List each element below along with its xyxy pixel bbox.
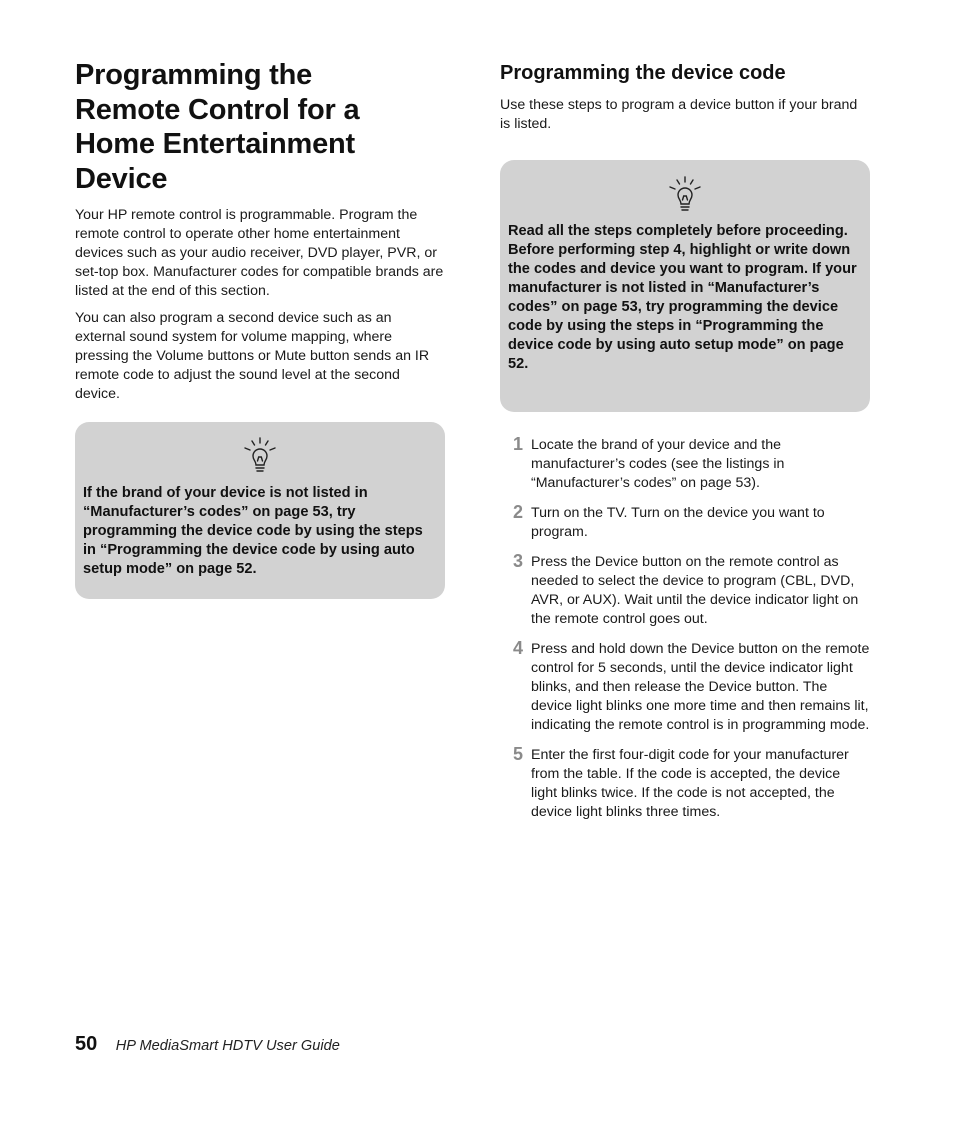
tip-box-left	[75, 422, 445, 599]
step-number: 2	[513, 502, 524, 522]
step-number: 3	[513, 551, 524, 571]
step-item	[500, 436, 870, 493]
page-title	[75, 58, 445, 196]
step-text: Enter the first four-digit code for your manufacturer from the table. If the code is accepted, the device light blinks twice. If the code is not accepted, the device light blinks three times.	[531, 747, 849, 820]
step-item	[500, 553, 870, 629]
page-footer	[75, 1033, 340, 1056]
step-item	[500, 504, 870, 542]
step-text: Press and hold down the Device button on the remote control for 5 seconds, until the device indicator light blinks, and then release the Device button. The device light blinks one more time and then remains lit, indicating the remote control is in programming mode.	[531, 641, 870, 733]
right-column	[500, 58, 870, 134]
tip-text: If the brand of your device is not listed in “Manufacturer’s codes” on page 53, try programming the device code by using the steps in “Programming the device code by using auto setup mode” on page 52.	[83, 485, 423, 577]
guide-title: HP MediaSmart HDTV User Guide	[115, 1038, 340, 1054]
lightbulb-icon	[240, 436, 280, 476]
page-title-line: Device	[75, 162, 168, 195]
page-title-line: Remote Control for a	[75, 93, 360, 126]
tip-text: Read all the steps completely before proceeding. Before performing step 4, highlight or write down the codes and device you want to program. If your manufacturer is not listed in “Manufacturer’s codes” on page 53, try programming the device code by using the steps in “Programming the device code by using auto setup mode” on page 52.	[508, 223, 857, 372]
intro-paragraph: Your HP remote control is programmable. Program the remote control to operate other home entertainment devices such as your audio receiver, DVD player, PVR, or set-top box. Manufacturer codes for compatible brands are listed at the end of this section.	[75, 207, 444, 299]
second-device-paragraph: You can also program a second device such as an external sound system for volume mapping, where pressing the Volume buttons or Mute button sends an IR remote code to adjust the sound level at the second device.	[75, 310, 430, 402]
step-text: Locate the brand of your device and the manufacturer’s codes (see the listings in “Manufacturer’s codes” on page 53).	[531, 437, 785, 491]
step-number: 1	[513, 434, 524, 454]
page-title-line: Programming the	[75, 59, 313, 91]
section-title: Programming the device code	[500, 62, 786, 84]
step-item	[500, 746, 870, 822]
step-item	[500, 640, 870, 735]
lightbulb-icon	[665, 175, 705, 215]
page-number: 50	[75, 1033, 98, 1055]
step-number: 4	[513, 638, 524, 658]
section-intro: Use these steps to program a device button if your brand is listed.	[500, 97, 858, 132]
step-text: Turn on the TV. Turn on the device you want to program.	[531, 505, 825, 540]
step-number: 5	[513, 744, 524, 764]
step-text: Press the Device button on the remote control as needed to select the device to program (CBL, DVD, AVR, or AUX). Wait until the device indicator light on the remote control goes out.	[531, 554, 859, 627]
tip-box-right	[500, 160, 870, 412]
steps-list	[500, 436, 870, 833]
page-title-line: Home Entertainment	[75, 128, 355, 160]
left-column	[75, 58, 445, 404]
